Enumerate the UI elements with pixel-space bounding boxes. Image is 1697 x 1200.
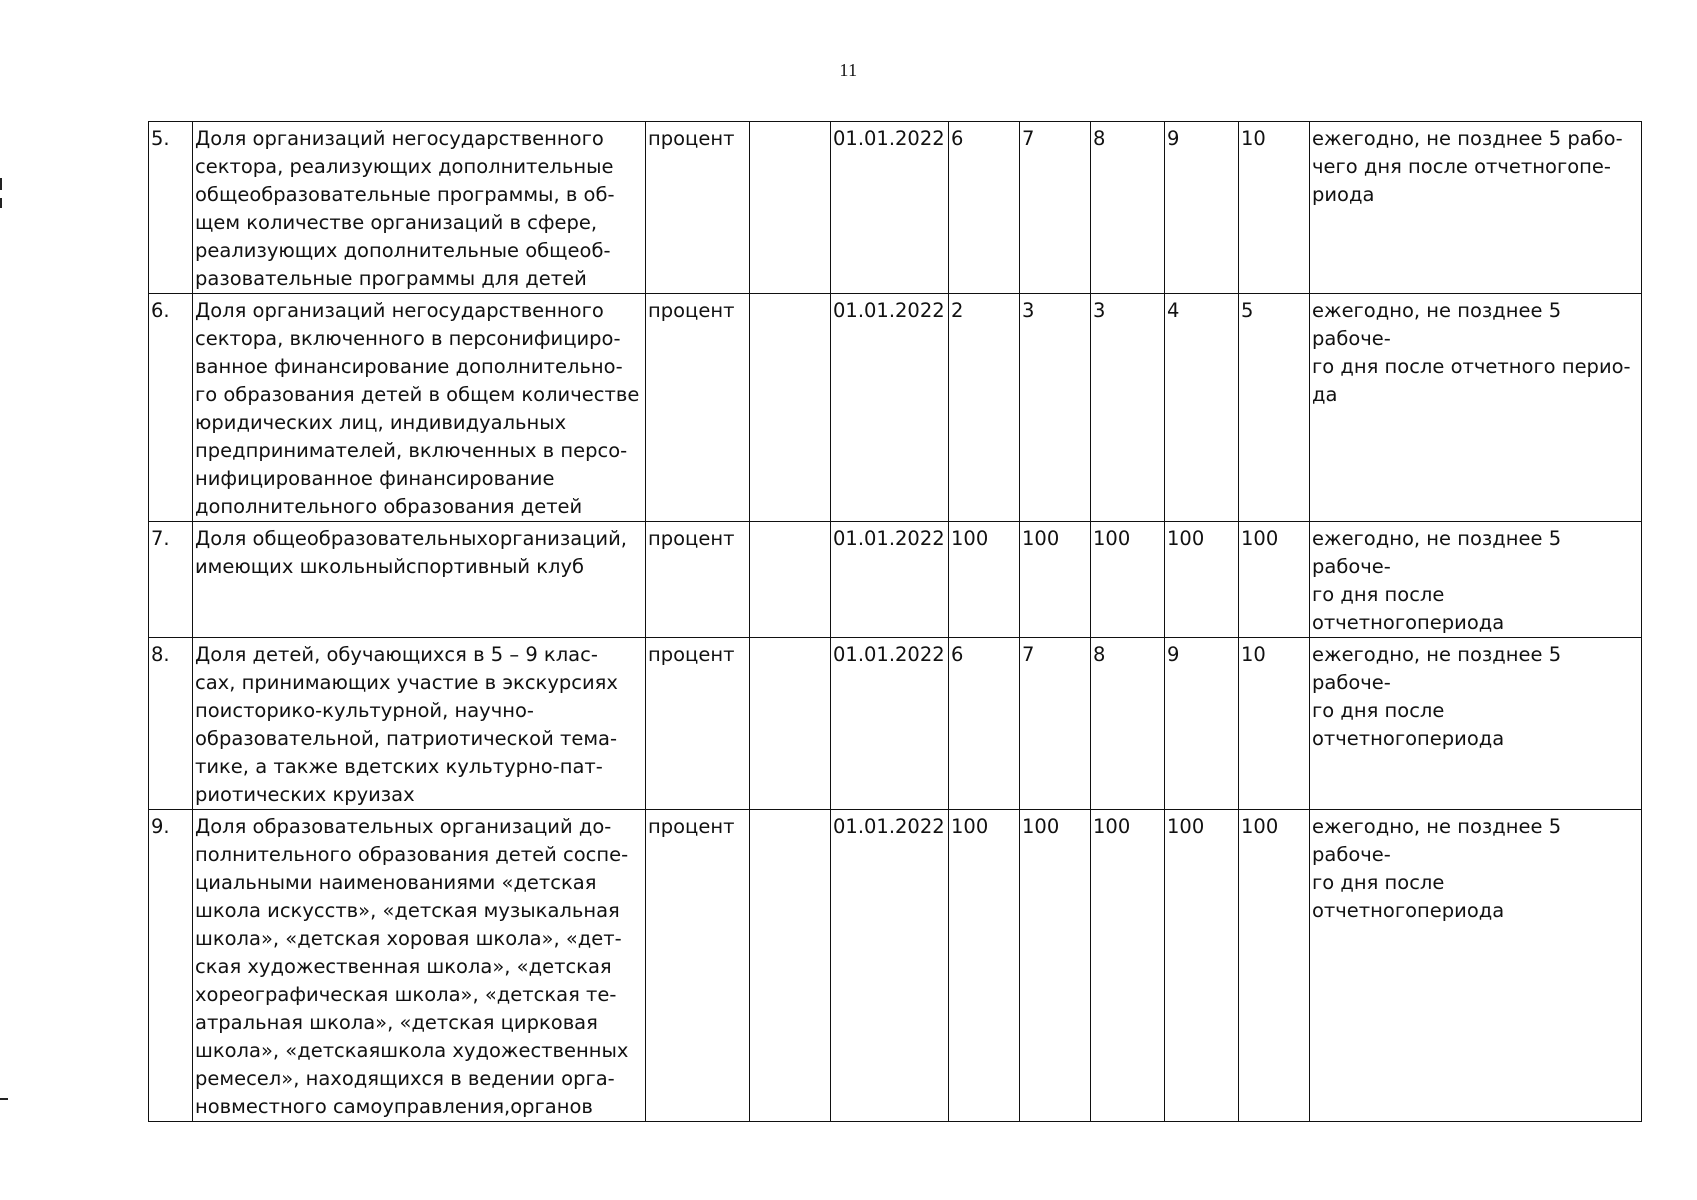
- row-number-text: 6.: [151, 299, 170, 322]
- margin-mark-top: [0, 178, 2, 190]
- value-year-1: [949, 638, 1020, 810]
- reporting-frequency-text: ежегодно, не позднее 5 рабоче- го дня после отчетногопериода: [1312, 643, 1562, 750]
- value-year-2-text: 7: [1022, 127, 1035, 150]
- value-year-5-text: 5: [1241, 299, 1254, 322]
- table-body: [149, 122, 1642, 1122]
- reporting-frequency: [1310, 294, 1642, 522]
- row-number-text: 5.: [151, 127, 170, 150]
- table-row: [149, 122, 1642, 294]
- value-year-5-text: 100: [1241, 527, 1279, 550]
- indicator-description-text: Доля общеобразовательныхорганизаций, имеющих школьныйспортивный клуб: [195, 527, 627, 578]
- value-year-1: [949, 122, 1020, 294]
- indicator-description: [193, 638, 646, 810]
- value-year-5: [1239, 122, 1310, 294]
- value-year-4-text: 4: [1167, 299, 1180, 322]
- table-row: [149, 638, 1642, 810]
- value-year-3-text: 100: [1093, 815, 1131, 838]
- value-year-1: [949, 294, 1020, 522]
- reporting-frequency: [1310, 638, 1642, 810]
- base-date: [831, 294, 949, 522]
- indicator-description: [193, 810, 646, 1122]
- value-year-5: [1239, 522, 1310, 638]
- empty-cell: [750, 122, 831, 294]
- value-year-2-text: 100: [1022, 527, 1060, 550]
- value-year-4-text: 9: [1167, 127, 1180, 150]
- empty-cell: [750, 522, 831, 638]
- base-date-text: 01.01.2022: [833, 643, 945, 666]
- reporting-frequency-text: ежегодно, не позднее 5 рабоче- го дня после отчетного перио- да: [1312, 299, 1631, 406]
- unit-of-measure-text: процент: [648, 527, 735, 550]
- value-year-5: [1239, 810, 1310, 1122]
- base-date-text: 01.01.2022: [833, 299, 945, 322]
- value-year-4: [1165, 810, 1239, 1122]
- value-year-1-text: 100: [951, 815, 989, 838]
- value-year-3-text: 8: [1093, 643, 1106, 666]
- value-year-5: [1239, 638, 1310, 810]
- value-year-2: [1020, 810, 1091, 1122]
- value-year-5-text: 100: [1241, 815, 1279, 838]
- row-number: [149, 810, 193, 1122]
- base-date: [831, 522, 949, 638]
- value-year-2: [1020, 638, 1091, 810]
- row-number-text: 7.: [151, 527, 170, 550]
- empty-cell: [750, 294, 831, 522]
- table-row: [149, 294, 1642, 522]
- reporting-frequency-text: ежегодно, не позднее 5 рабо- чего дня после отчетногопе- риода: [1312, 127, 1623, 206]
- value-year-1-text: 100: [951, 527, 989, 550]
- reporting-frequency: [1310, 122, 1642, 294]
- value-year-2-text: 3: [1022, 299, 1035, 322]
- unit-of-measure-text: процент: [648, 815, 735, 838]
- reporting-frequency: [1310, 810, 1642, 1122]
- indicator-description-text: Доля детей, обучающихся в 5 – 9 клас- сах, принимающих участие в экскурсиях поисторико-культурной, научно- образовательной, патриотической тема- тике, а также вдетских культурно-пат- риотических круизах: [195, 643, 618, 806]
- value-year-4: [1165, 638, 1239, 810]
- indicator-description-text: Доля образовательных организаций до- полнительного образования детей соспе- циальными наименованиями «детская школа искусств», «детская музыкальная школа», «детская хоровая школа», «дет- ская художественная школа», «детская хореографическая школа», «детская те- атральная школа», «детская цирковая школа», «детскаяшкола художественных ремесел», находящихся в ведении орга- новместного самоуправления,органов: [195, 815, 629, 1118]
- value-year-5-text: 10: [1241, 127, 1266, 150]
- empty-cell: [750, 810, 831, 1122]
- value-year-1-text: 2: [951, 299, 964, 322]
- value-year-4: [1165, 294, 1239, 522]
- row-number: [149, 522, 193, 638]
- value-year-3-text: 100: [1093, 527, 1131, 550]
- value-year-1: [949, 810, 1020, 1122]
- value-year-1: [949, 522, 1020, 638]
- unit-of-measure: [646, 294, 750, 522]
- value-year-3: [1091, 810, 1165, 1122]
- value-year-4-text: 100: [1167, 815, 1205, 838]
- value-year-4-text: 9: [1167, 643, 1180, 666]
- value-year-2: [1020, 122, 1091, 294]
- value-year-1-text: 6: [951, 643, 964, 666]
- value-year-2-text: 7: [1022, 643, 1035, 666]
- indicator-description-text: Доля организаций негосударственного сектора, реализующих дополнительные общеобразовательные программы, в об- щем количестве организаций в сфере, реализующих дополнительные общеоб- разовательные программы для детей: [195, 127, 615, 290]
- reporting-frequency-text: ежегодно, не позднее 5 рабоче- го дня после отчетногопериода: [1312, 527, 1562, 634]
- base-date-text: 01.01.2022: [833, 815, 945, 838]
- unit-of-measure: [646, 638, 750, 810]
- indicators-table: [148, 121, 1642, 1122]
- unit-of-measure: [646, 122, 750, 294]
- base-date-text: 01.01.2022: [833, 127, 945, 150]
- row-number-text: 9.: [151, 815, 170, 838]
- value-year-2-text: 100: [1022, 815, 1060, 838]
- indicator-description: [193, 522, 646, 638]
- indicator-description: [193, 122, 646, 294]
- row-number: [149, 122, 193, 294]
- value-year-5-text: 10: [1241, 643, 1266, 666]
- unit-of-measure-text: процент: [648, 643, 735, 666]
- value-year-3: [1091, 294, 1165, 522]
- value-year-3-text: 3: [1093, 299, 1106, 322]
- unit-of-measure: [646, 522, 750, 638]
- value-year-1-text: 6: [951, 127, 964, 150]
- empty-cell: [750, 638, 831, 810]
- value-year-4-text: 100: [1167, 527, 1205, 550]
- value-year-4: [1165, 522, 1239, 638]
- value-year-3-text: 8: [1093, 127, 1106, 150]
- base-date-text: 01.01.2022: [833, 527, 945, 550]
- reporting-frequency-text: ежегодно, не позднее 5 рабоче- го дня после отчетногопериода: [1312, 815, 1562, 922]
- indicator-description-text: Доля организаций негосударственного сектора, включенного в персонифициро- ванное финансирование дополнительно- го образования детей в общем количестве юридических лиц, индивидуальных предпринимателей, включенных в персо- нифицированное финансирование дополнительного образования детей: [195, 299, 640, 518]
- unit-of-measure: [646, 810, 750, 1122]
- base-date: [831, 122, 949, 294]
- row-number: [149, 294, 193, 522]
- table-row: [149, 810, 1642, 1122]
- value-year-5: [1239, 294, 1310, 522]
- margin-mark-bottom: [0, 1098, 8, 1100]
- row-number: [149, 638, 193, 810]
- margin-mark-top-2: [0, 198, 2, 208]
- value-year-2: [1020, 294, 1091, 522]
- base-date: [831, 810, 949, 1122]
- value-year-2: [1020, 522, 1091, 638]
- row-number-text: 8.: [151, 643, 170, 666]
- unit-of-measure-text: процент: [648, 127, 735, 150]
- base-date: [831, 638, 949, 810]
- value-year-3: [1091, 122, 1165, 294]
- unit-of-measure-text: процент: [648, 299, 735, 322]
- indicator-description: [193, 294, 646, 522]
- table-row: [149, 522, 1642, 638]
- page-number: 11: [839, 60, 858, 80]
- value-year-3: [1091, 522, 1165, 638]
- reporting-frequency: [1310, 522, 1642, 638]
- value-year-4: [1165, 122, 1239, 294]
- value-year-3: [1091, 638, 1165, 810]
